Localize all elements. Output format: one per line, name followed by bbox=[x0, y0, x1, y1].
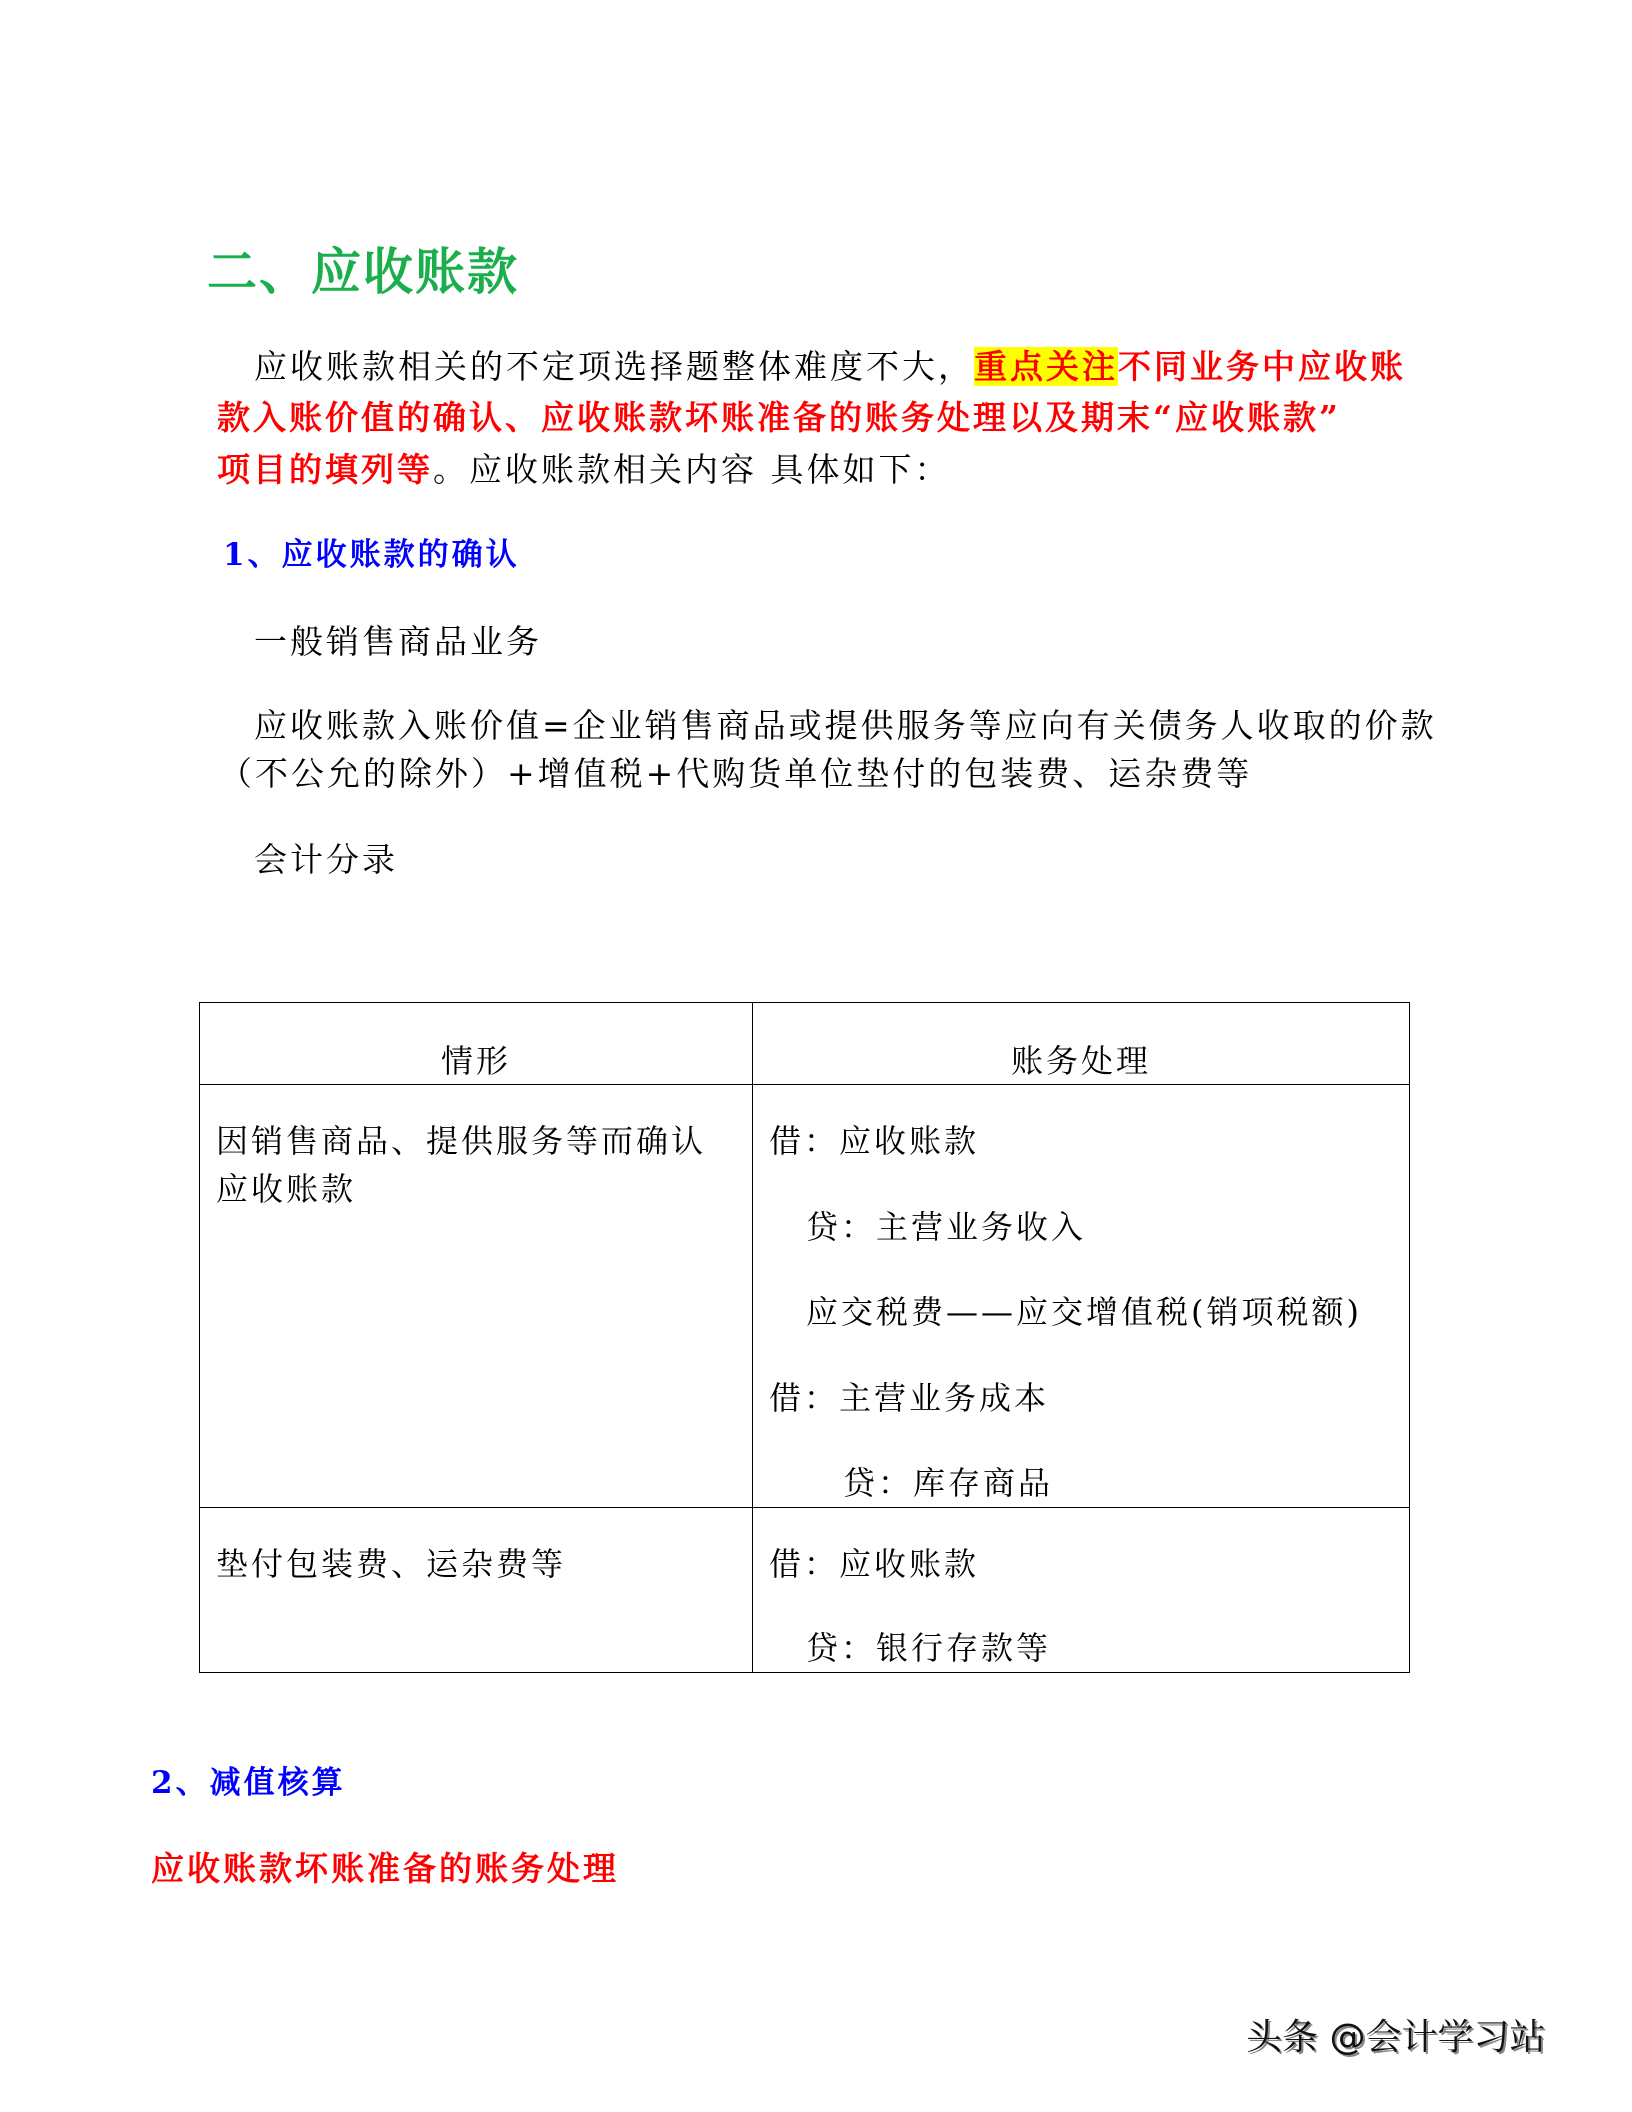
table-cell-treatment: 借：应收账款 贷：银行存款等 bbox=[753, 1508, 1410, 1673]
table-header-treatment: 账务处理 bbox=[753, 1003, 1410, 1085]
highlighted-key-focus: 重点关注 bbox=[974, 347, 1118, 386]
intro-line-1 bbox=[254, 347, 1406, 386]
table-header-situation: 情形 bbox=[200, 1003, 753, 1085]
journal-entries-table bbox=[199, 1002, 1410, 1673]
intro-plain-text: 应收账款相关的不定项选择题整体难度不大， bbox=[254, 347, 974, 386]
page-title: 二、应收账款 bbox=[207, 243, 519, 301]
table-cell-situation: 垫付包装费、运杂费等 bbox=[200, 1508, 753, 1673]
table-cell-situation: 因销售商品、提供服务等而确认 应收账款 bbox=[200, 1085, 753, 1508]
table-header-row bbox=[200, 1003, 1410, 1085]
intro-line-3 bbox=[217, 450, 951, 489]
table-row bbox=[200, 1085, 1410, 1508]
formula-line-1: 应收账款入账价值=企业销售商品或提供服务等应向有关债务人收取的价款 bbox=[254, 706, 1437, 745]
section-2-heading: 2、减值核算 bbox=[151, 1765, 346, 1801]
intro-line-2: 款入账价值的确认、应收账款坏账准备的账务处理以及期末“应收账款” bbox=[217, 398, 1341, 437]
section-1-subheading: 一般销售商品业务 bbox=[254, 622, 542, 661]
table-cell-treatment: 借：应收账款 贷：主营业务收入 应交税费——应交增值税(销项税额) 借：主营业务成本 贷：库存商品 bbox=[753, 1085, 1410, 1508]
formula-line-2: （不公允的除外）+增值税+代购货单位垫付的包装费、运杂费等 bbox=[219, 754, 1253, 793]
section-1-heading: 1、应收账款的确认 bbox=[223, 537, 520, 573]
table-row bbox=[200, 1508, 1410, 1673]
entries-label: 会计分录 bbox=[254, 840, 398, 879]
section-2-subheading: 应收账款坏账准备的账务处理 bbox=[151, 1849, 619, 1888]
watermark: 头条 @会计学习站 bbox=[1246, 2017, 1546, 2058]
intro-plain-text-end: 。应收账款相关内容 具体如下： bbox=[433, 450, 951, 489]
intro-red-text: 不同业务中应收账 bbox=[1118, 347, 1406, 386]
intro-red-text-end: 项目的填列等 bbox=[217, 450, 433, 489]
